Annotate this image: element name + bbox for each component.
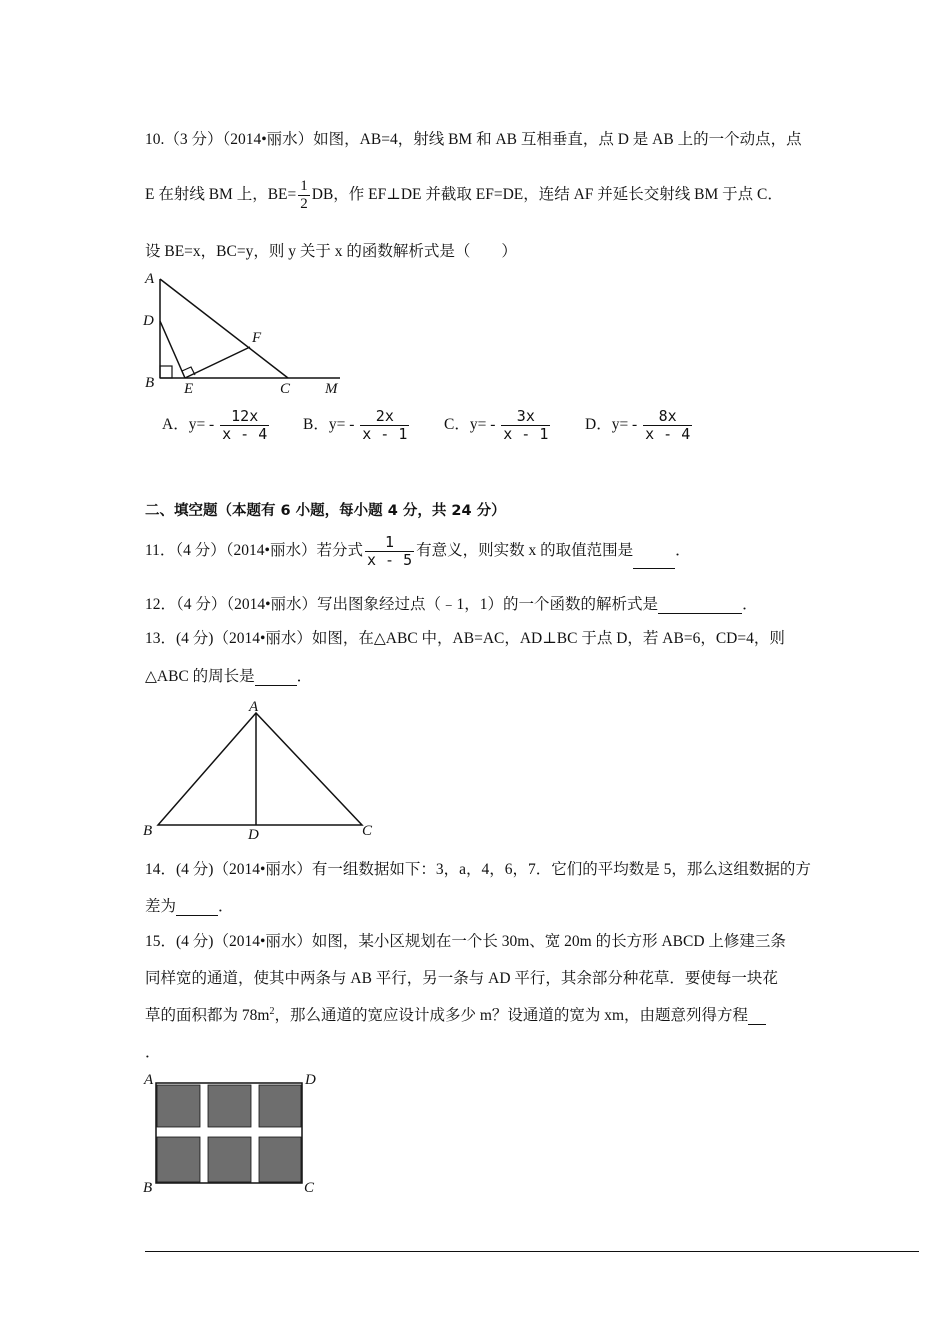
q13-answer-blank[interactable] xyxy=(255,671,297,686)
q12-line xyxy=(145,592,758,614)
q13-label-b: B xyxy=(143,823,153,839)
q15-grass-plot xyxy=(157,1085,200,1127)
q15-superscript: 2 xyxy=(269,1005,275,1017)
q15-line4: ． xyxy=(145,1044,161,1061)
q10-frac-num: 1 xyxy=(300,178,308,194)
q14-line2 xyxy=(145,894,234,916)
q15-line1: 15．(4 分)（2014•丽水）如图，某小区规划在一个长 30m、宽 20m 的长方形 ABCD 上修建三条 xyxy=(145,933,786,950)
q13-line2-end: ． xyxy=(296,668,313,685)
q10-option-b-frac xyxy=(360,408,409,443)
frac-num: 3x xyxy=(516,407,535,425)
frac-den: x - 1 xyxy=(362,425,408,443)
q11-pre: 11．（4 分）（2014•丽水）若分式 xyxy=(145,542,363,560)
q15-line2: 同样宽的通道，使其中两条与 AB 平行，另一条与 AD 平行，其余部分种花草．要使每一块花 xyxy=(145,970,778,987)
q10-option-c-label: C．y= - xyxy=(444,416,496,434)
frac-den: x - 1 xyxy=(503,425,549,443)
q10-option-a-frac xyxy=(220,408,269,443)
q14-line1: 14．(4 分)（2014•丽水）有一组数据如下：3，a，4，6，7．它们的平均数是 5，那么这组数据的方 xyxy=(145,861,811,878)
q14-line2-pre: 差为 xyxy=(145,898,177,915)
q11-end: ． xyxy=(675,542,691,560)
q15-grass-plot xyxy=(259,1085,301,1127)
q11-answer-blank[interactable] xyxy=(633,554,675,569)
q10-right-angle-b xyxy=(160,366,172,378)
q15-grass-plot xyxy=(157,1137,200,1182)
q10-line1: 10.（3 分）（2014•丽水）如图，AB=4，射线 BM 和 AB 互相垂直，点 D 是 AB 上的一个动点，点 xyxy=(145,131,802,148)
q10-option-c-frac xyxy=(501,408,550,443)
q13-line1: 13．(4 分)（2014•丽水）如图，在△ABC 中，AB=AC，AD⊥BC 于点 D，若 AB=6，CD=4，则 xyxy=(145,630,785,647)
q13-figure xyxy=(140,695,380,845)
section-2-heading: 二、填空题（本题有 6 小题，每小题 4 分，共 24 分） xyxy=(145,503,506,519)
q10-label-a: A xyxy=(145,271,155,287)
q10-line3: 设 BE=x，BC=y，则 y 关于 x 的函数解析式是（ ） xyxy=(145,243,517,260)
q15-grass-plot xyxy=(259,1137,301,1182)
q12-answer-blank[interactable] xyxy=(658,599,742,614)
q10-label-e: E xyxy=(184,381,194,397)
frac-num: 12x xyxy=(231,407,259,425)
q11-line xyxy=(145,534,691,569)
frac-den: x - 4 xyxy=(222,425,268,443)
q15-line3-post: ，那么通道的宽应设计成多少 m？设通道的宽为 xm，由题意列得方程 xyxy=(274,1007,749,1024)
frac-den: x - 5 xyxy=(366,551,413,569)
q10-label-d: D xyxy=(143,313,154,329)
q14-answer-blank[interactable] xyxy=(176,901,218,916)
q10-option-d-frac xyxy=(643,408,692,443)
q15-label-d: D xyxy=(305,1072,316,1088)
q15-label-b: B xyxy=(143,1180,153,1196)
q15-figure xyxy=(140,1068,325,1198)
q10-fraction xyxy=(298,178,310,213)
q15-grass-plot xyxy=(208,1137,251,1182)
q10-figure xyxy=(140,265,350,400)
q15-line3 xyxy=(145,1003,766,1025)
q10-option-a[interactable] xyxy=(162,408,271,443)
q10-option-c[interactable] xyxy=(444,408,552,443)
q10-line2 xyxy=(145,178,783,213)
q12-pre: 12．（4 分）（2014•丽水）写出图象经过点（﹣1，1）的一个函数的解析式是 xyxy=(145,596,659,613)
q10-option-b-label: B．y= - xyxy=(303,416,355,434)
q10-option-a-label: A．y= - xyxy=(162,416,215,434)
q15-label-c: C xyxy=(304,1180,315,1196)
frac-den: x - 4 xyxy=(645,425,691,443)
q13-label-a: A xyxy=(249,699,259,715)
q10-line2-pre: E 在射线 BM 上，BE= xyxy=(145,186,297,204)
frac-num: 2x xyxy=(375,407,394,425)
page-footer-rule xyxy=(145,1251,919,1252)
q11-post: 有意义，则实数 x 的取值范围是 xyxy=(416,542,634,560)
q10-label-m: M xyxy=(325,381,338,397)
frac-num: 1 xyxy=(385,533,395,551)
q13-label-d: D xyxy=(248,827,259,843)
q10-option-d[interactable] xyxy=(585,408,694,443)
q10-label-f: F xyxy=(252,330,262,346)
q15-label-a: A xyxy=(144,1072,154,1088)
q14-line2-end: ． xyxy=(218,898,234,915)
q15-grass-plot xyxy=(208,1085,251,1127)
q10-option-b[interactable] xyxy=(303,408,411,443)
q10-label-c: C xyxy=(280,381,291,397)
q13-line2 xyxy=(145,664,312,686)
q10-frac-den: 2 xyxy=(300,196,308,212)
q13-line2-pre: △ABC 的周长是 xyxy=(145,668,255,685)
q12-end: ． xyxy=(742,596,758,613)
q10-line2-post: DB，作 EF⊥DE 并截取 EF=DE，连结 AF 并延长交射线 BM 于点 C． xyxy=(311,186,783,204)
q10-label-b: B xyxy=(145,375,155,391)
q13-triangle-abc xyxy=(158,713,362,825)
q15-answer-blank[interactable] xyxy=(748,1010,766,1025)
frac-num: 8x xyxy=(658,407,677,425)
q11-fraction xyxy=(365,534,414,569)
q15-line3-pre: 草的面积都为 78m xyxy=(145,1007,270,1024)
q10-option-d-label: D．y= - xyxy=(585,416,638,434)
q13-label-c: C xyxy=(362,823,373,839)
